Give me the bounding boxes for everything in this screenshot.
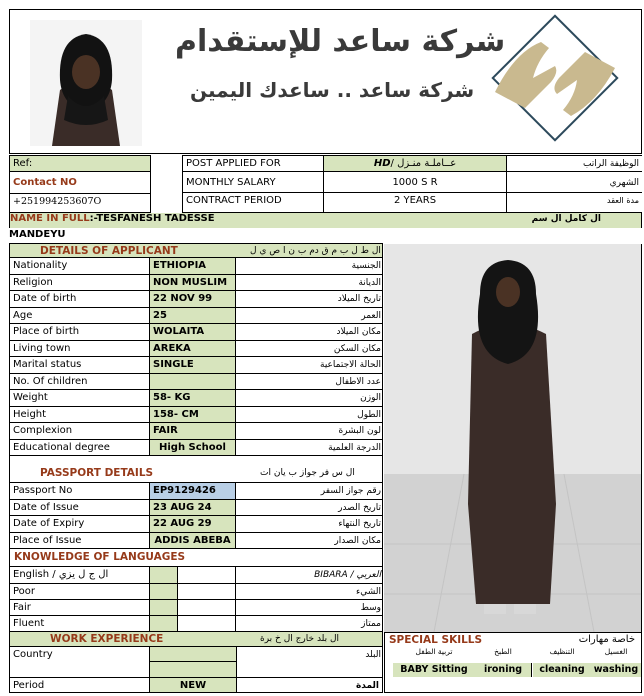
passport-label-ar: تاريخ النتهاء	[338, 519, 381, 529]
details-label-ar: العمر	[361, 310, 381, 321]
passport-value: 23 AUG 24	[150, 500, 236, 516]
contact-label: Contact NO	[9, 172, 151, 193]
details-row	[9, 341, 383, 358]
details-value: ETHIOPIA	[150, 258, 236, 274]
details-label-ar: الديانة	[358, 277, 381, 288]
skill-item-ar: الغسيل	[604, 647, 628, 656]
skills-list	[385, 663, 643, 679]
details-label: Place of birth	[10, 324, 150, 340]
salary-label: MONTHLY SALARY	[182, 172, 324, 192]
skills-title-ar: خاصة مهارات	[578, 634, 635, 645]
name-row	[9, 213, 642, 228]
details-title: DETAILS OF APPLICANT ال ط ل ب م ق دم ب ن ا ص ي ل	[9, 243, 383, 258]
details-value: 22 NOV 99	[150, 291, 236, 307]
work-title: WORK EXPERIENCE ال بلد خارج ال خ برة	[9, 632, 383, 647]
skills-section	[384, 632, 642, 693]
passport-row	[9, 533, 383, 550]
lang-row: Fair وسط	[9, 600, 383, 617]
passport-label: Passport No	[10, 483, 150, 499]
details-row	[9, 390, 383, 407]
post-value: HD/ عــاملـة منـزل	[324, 156, 506, 171]
details-label-ar: مكان الميلاد	[336, 327, 381, 337]
details-value: WOLAITA	[150, 324, 236, 340]
name-value-2: MANDEYU	[9, 229, 66, 240]
details-value: 158- CM	[150, 407, 236, 423]
lang-header-row: English / ال ج ل يزي BIBARA / العربي	[9, 567, 383, 584]
details-label: Height	[10, 407, 150, 423]
skill-item-ar: الطبخ	[494, 647, 512, 656]
salary-row	[182, 172, 642, 193]
passport-value: EP9129426	[150, 483, 236, 499]
details-row	[9, 357, 383, 374]
details-row	[9, 324, 383, 341]
skill-item: cleaning	[533, 663, 592, 677]
details-label-ar: الجنسية	[351, 261, 381, 271]
details-label-ar: الدرجة العلمية	[328, 442, 381, 453]
phone-number: +251994253607O	[9, 193, 151, 213]
details-value: AREKA	[150, 341, 236, 357]
details-label: Living town	[10, 341, 150, 357]
name-label: NAME IN FULL	[10, 213, 90, 224]
passport-label-ar: تاريخ الصدر	[338, 502, 381, 513]
skill-item-ar: التنظيف	[549, 647, 575, 656]
passport-row	[9, 500, 383, 517]
details-label: Religion	[10, 275, 150, 291]
details-label-ar: الوزن	[360, 393, 381, 403]
details-label-ar: عدد الاطفال	[335, 376, 381, 387]
passport-label-ar: رقم جواز السفر	[320, 486, 381, 496]
details-label: Weight	[10, 390, 150, 406]
passport-label-ar: مكان الصدار	[334, 535, 381, 546]
applicant-photo-full	[384, 244, 642, 632]
post-label: POST APPLIED FOR	[182, 156, 324, 171]
passport-label: Date of Issue	[10, 500, 150, 516]
passport-label: Place of Issue	[10, 533, 150, 549]
details-row	[9, 440, 383, 457]
details-row	[9, 374, 383, 391]
details-label-ar: لون البشرة	[338, 426, 381, 436]
salary-value: 1000 S R	[392, 177, 438, 188]
details-value: FAIR	[150, 423, 236, 439]
contract-value: 2 YEARS	[393, 195, 437, 206]
passport-value: ADDIS ABEBA	[150, 533, 236, 549]
details-label: Complexion	[10, 423, 150, 439]
company-slogan-ar: شركة ساعد .. ساعدك اليمين	[190, 78, 475, 102]
post-ar: الوظيفة الراتب	[506, 156, 642, 171]
details-row	[9, 308, 383, 325]
details-label-ar: تاريخ الميلاد	[337, 294, 381, 304]
contract-ar: مدة العقد	[506, 193, 642, 212]
name-ar: ال كامل ال سم	[531, 214, 601, 224]
skill-item-ar: تربية الطفل	[415, 647, 453, 656]
lang-row: Fluent ممتاز	[9, 616, 383, 633]
skills-ar-list	[385, 647, 643, 659]
details-value: 58- KG	[150, 390, 236, 406]
passport-label: Date of Expiry	[10, 516, 150, 532]
details-value: SINGLE	[150, 357, 236, 373]
passport-spacer	[9, 456, 383, 465]
languages-title: KNOWLEDGE OF LANGUAGES	[9, 549, 383, 567]
details-value: 25	[150, 308, 236, 324]
details-label: No. Of children	[10, 374, 150, 390]
details-row	[9, 291, 383, 308]
details-label: Date of birth	[10, 291, 150, 307]
details-label-ar: مكان السكن	[333, 343, 381, 354]
lang-row: Poor الشيء	[9, 584, 383, 601]
salary-ar: الشهري	[506, 172, 642, 192]
details-row	[9, 275, 383, 292]
post-row	[182, 155, 642, 172]
work-country-row: Country البلد	[9, 647, 383, 677]
passport-value: 22 AUG 29	[150, 516, 236, 532]
details-label: Age	[10, 308, 150, 324]
details-row	[9, 423, 383, 440]
skill-item: washing	[591, 663, 642, 677]
name-value-1: :-TESFANESH TADESSE	[89, 213, 215, 224]
details-label: Educational degree	[10, 440, 150, 456]
passport-title: PASSPORT DETAILS ال س فر جواز ب يان ات	[9, 465, 383, 483]
details-value	[150, 374, 236, 390]
passport-row	[9, 516, 383, 533]
details-label: Nationality	[10, 258, 150, 274]
details-label-ar: الطول	[357, 409, 381, 420]
company-logo	[485, 12, 625, 150]
details-row	[9, 407, 383, 424]
details-label: Marital status	[10, 357, 150, 373]
contract-row	[182, 193, 642, 213]
passport-row	[9, 483, 383, 500]
company-name-ar: شركة ساعد للإستقدام	[175, 24, 506, 59]
skill-item: ironing	[475, 663, 532, 677]
applicant-photo-small	[30, 20, 142, 146]
skills-title: SPECIAL SKILLS	[389, 634, 483, 646]
ref-field: Ref:	[9, 155, 151, 172]
details-value: NON MUSLIM	[150, 275, 236, 291]
contract-label: CONTRACT PERIOD	[182, 193, 324, 212]
details-label-ar: الحالة الاجتماعية	[320, 360, 381, 370]
details-row	[9, 258, 383, 275]
work-period-row: Period NEW المدة	[9, 677, 383, 693]
details-value: High School	[150, 440, 236, 456]
skill-item: BABY Sitting	[393, 663, 476, 677]
